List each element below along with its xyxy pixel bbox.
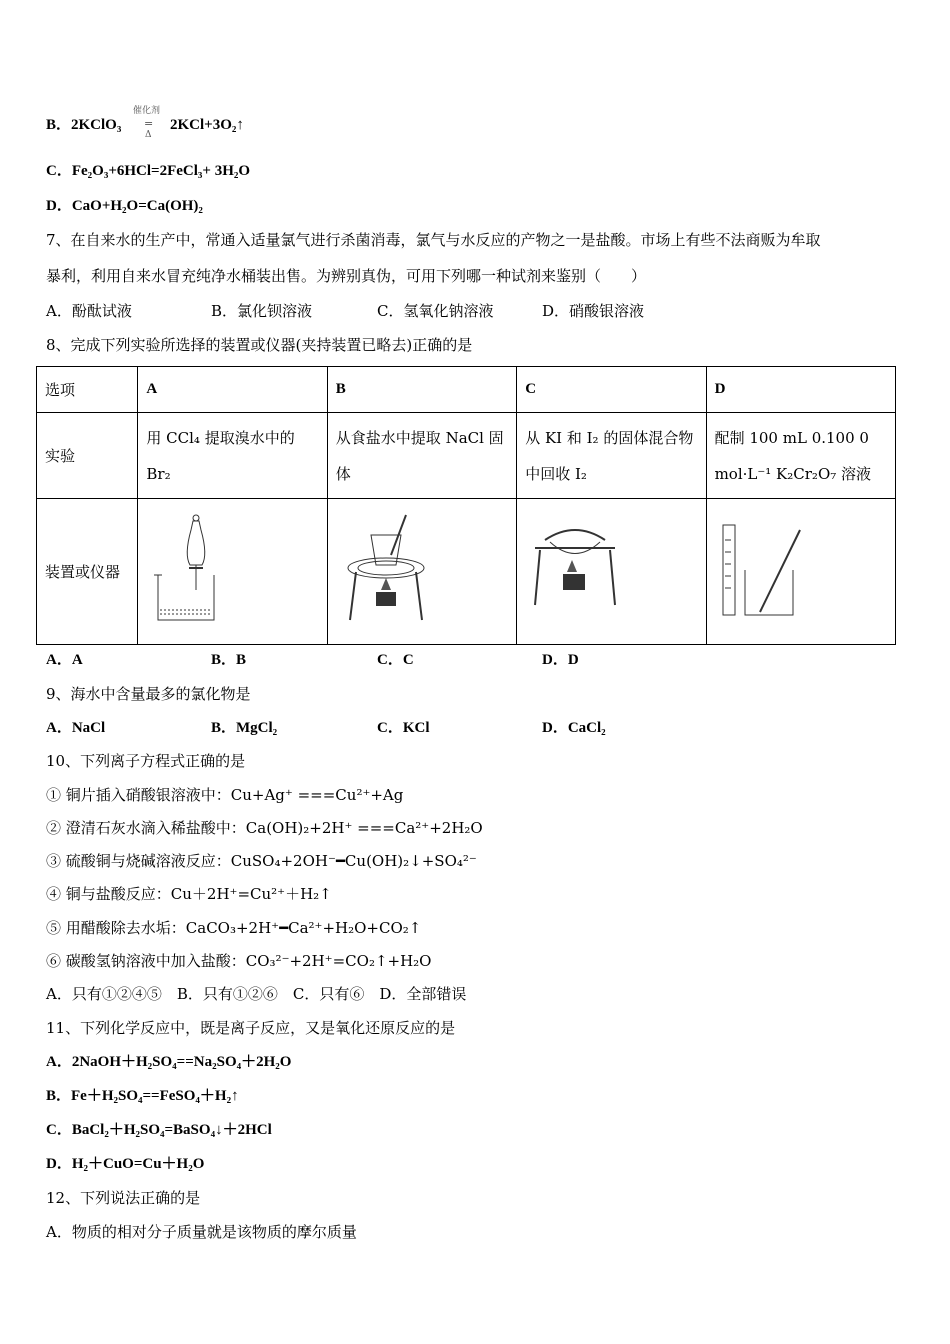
q10-item-1: ① 铜片插入硝酸银溶液中：Cu+Ag⁺ ===Cu²⁺+Ag: [46, 786, 404, 804]
q10-options: A．只有①②④⑤ B．只有①②⑥ C．只有⑥ D．全部错误: [46, 985, 467, 1003]
q9-option-c: C．KCl: [377, 720, 430, 736]
sublimation-setup-icon: [525, 510, 625, 630]
q11-option-b: B．Fe＋H₂SO₄==FeSO₄＋H₂↑: [46, 1088, 239, 1104]
apparatus-b: [327, 499, 516, 645]
q8-option-a: A．A: [46, 652, 83, 668]
q7-stem-line2: 暴利，利用自来水冒充纯净水桶装出售。为辨别真伪，可用下列哪一种试剂来鉴别（ ）: [46, 267, 647, 285]
evaporating-dish-icon: [336, 510, 436, 630]
q11-option-a: A．2NaOH＋H₂SO₄==Na₂SO₄＋2H₂O: [46, 1054, 292, 1070]
apparatus-a: [138, 499, 327, 645]
q8-table: [36, 366, 896, 645]
q10-item-4: ④ 铜与盐酸反应：Cu＋2H⁺=Cu²⁺＋H₂↑: [46, 885, 332, 903]
catalyst-label: 催化剂: [133, 106, 161, 116]
q9-option-d: D．CaCl₂: [542, 720, 606, 736]
q10-item-5: ⑤ 用醋酸除去水垢：CaCO₃+2H⁺━Ca²⁺+H₂O+CO₂↑: [46, 919, 422, 937]
q7-stem-line1: 7、在自来水的生产中，常通入适量氯气进行杀菌消毒，氯气与水反应的产物之一是盐酸。市场上有些不法商贩为牟取: [46, 231, 821, 249]
q6-option-c: C．Fe₂O₃+6HCl=2FeCl₃+ 3H₂O: [46, 163, 251, 179]
header-a: A: [138, 367, 327, 413]
q8-option-d: D．D: [542, 652, 579, 668]
q6-option-d: D．CaO+H₂O=Ca(OH)₂: [46, 198, 203, 214]
q8-option-c: C．C: [377, 652, 414, 668]
q10-item-3: ③ 硫酸铜与烧碱溶液反应：CuSO₄+2OH⁻━Cu(OH)₂↓+SO₄²⁻: [46, 852, 477, 870]
row-apparatus-label: 装置或仪器: [37, 499, 138, 645]
q9-stem: 9、海水中含量最多的氯化物是: [46, 685, 251, 703]
q7-option-b: B．氯化钡溶液: [211, 302, 313, 320]
experiment-d: 配制 100 mL 0.100 0 mol·L⁻¹ K₂Cr₂O₇ 溶液: [706, 413, 895, 499]
reaction-equals: =: [144, 117, 154, 130]
header-d: D: [706, 367, 895, 413]
apparatus-c: [517, 499, 706, 645]
q9-option-b: B．MgCl₂: [211, 720, 278, 736]
q11-stem: 11、下列化学反应中，既是离子反应，又是氧化还原反应的是: [46, 1019, 456, 1037]
row-experiment-label: 实验: [37, 413, 138, 499]
q7-option-d: D．硝酸银溶液: [542, 302, 645, 320]
q10-stem: 10、下列离子方程式正确的是: [46, 752, 246, 770]
q11-option-d: D．H₂＋CuO=Cu＋H₂O: [46, 1156, 205, 1172]
q8-option-b: B．B: [211, 652, 247, 668]
experiment-b: 从食盐水中提取 NaCl 固体: [327, 413, 516, 499]
q6-option-b-products: 2KCl+3O₂↑: [170, 117, 244, 133]
q10-item-6: ⑥ 碳酸氢钠溶液中加入盐酸：CO₃²⁻+2H⁺=CO₂↑+H₂O: [46, 952, 432, 970]
q12-stem: 12、下列说法正确的是: [46, 1189, 201, 1207]
q7-option-c: C．氢氧化钠溶液: [377, 302, 494, 320]
experiment-c: 从 KI 和 I₂ 的固体混合物中回收 I₂: [517, 413, 706, 499]
q12-option-a: A．物质的相对分子质量就是该物质的摩尔质量: [46, 1223, 357, 1241]
q9-option-a: A．NaCl: [46, 720, 106, 736]
q7-option-a: A．酚酞试液: [46, 302, 132, 320]
apparatus-d: [706, 499, 895, 645]
header-c: C: [517, 367, 706, 413]
q10-item-2: ② 澄清石灰水滴入稀盐酸中：Ca(OH)₂+2H⁺ ===Ca²⁺+2H₂O: [46, 819, 483, 837]
header-b: B: [327, 367, 516, 413]
separatory-funnel-icon: [146, 510, 246, 630]
heat-symbol: Δ: [145, 130, 152, 140]
header-option: 选项: [37, 367, 138, 413]
q8-stem: 8、完成下列实验所选择的装置或仪器(夹持装置已略去)正确的是: [46, 336, 473, 354]
experiment-a: 用 CCl₄ 提取溴水中的 Br₂: [138, 413, 327, 499]
q6-option-b: B．2KClO₃: [46, 117, 122, 133]
q11-option-c: C．BaCl₂＋H₂SO₄=BaSO₄↓＋2HCl: [46, 1122, 272, 1138]
graduated-cylinder-beaker-icon: [715, 510, 815, 630]
